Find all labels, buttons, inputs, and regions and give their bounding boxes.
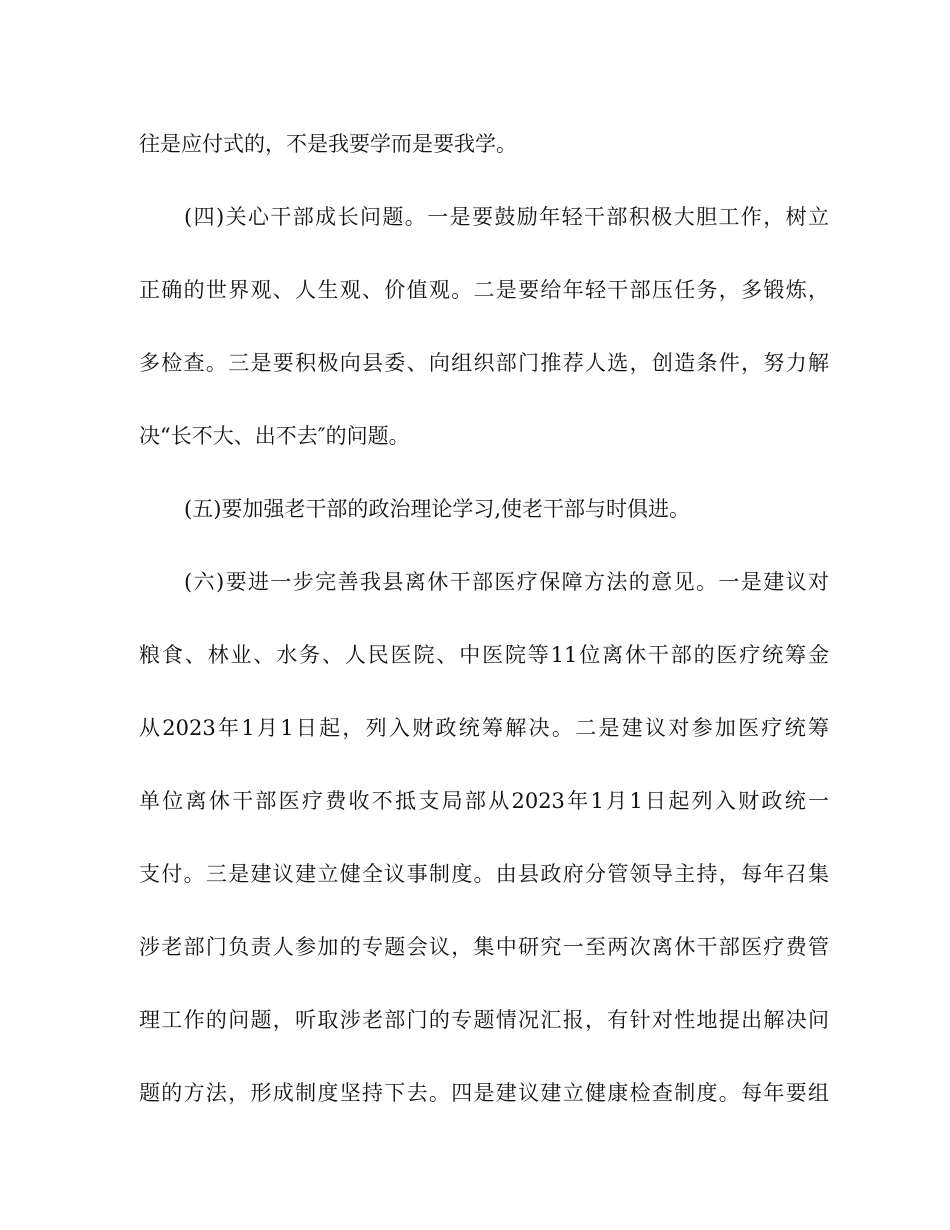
text-line: 粮食、林业、水务、人民医院、中医院等11位离休干部的医疗统筹金 [139,643,829,667]
text-line: 支付。三是建议建立健全议事制度。由县政府分管领导主持，每年召集 [139,862,829,886]
text-line: 多检查。三是要积极向县委、向组织部门推荐人选，创造条件，努力解 [139,351,829,375]
text-line: (六)要进一步完善我县离休干部医疗保障方法的意见。一是建议对 [184,570,829,594]
text-line: 决“长不大、出不去″的问题。 [139,424,410,448]
text-line: 理工作的问题，听取涉老部门的专题情况汇报，有针对性地提出解决问 [139,1008,829,1032]
text-line: 往是应付式的，不是我要学而是要我学。 [139,132,517,156]
text-line: 单位离休干部医疗费收不抵支局部从2023年1月1日起列入财政统一 [139,789,829,813]
text-line: 题的方法，形成制度坚持下去。四是建议建立健康检查制度。每年要组 [139,1081,829,1105]
text-line: (四)关心干部成长问题。一是要鼓励年轻干部积极大胆工作，树立 [184,205,829,229]
text-line: 正确的世界观、人生观、价值观。二是要给年轻干部压任务，多锻炼， [139,278,829,302]
text-line: 从2023年1月1日起，列入财政统筹解决。二是建议对参加医疗统筹 [139,716,829,740]
text-line: 涉老部门负责人参加的专题会议，集中研究一至两次离休干部医疗费管 [139,935,829,959]
text-line: (五)要加强老干部的政治理论学习,使老干部与时俱进。 [184,497,691,521]
